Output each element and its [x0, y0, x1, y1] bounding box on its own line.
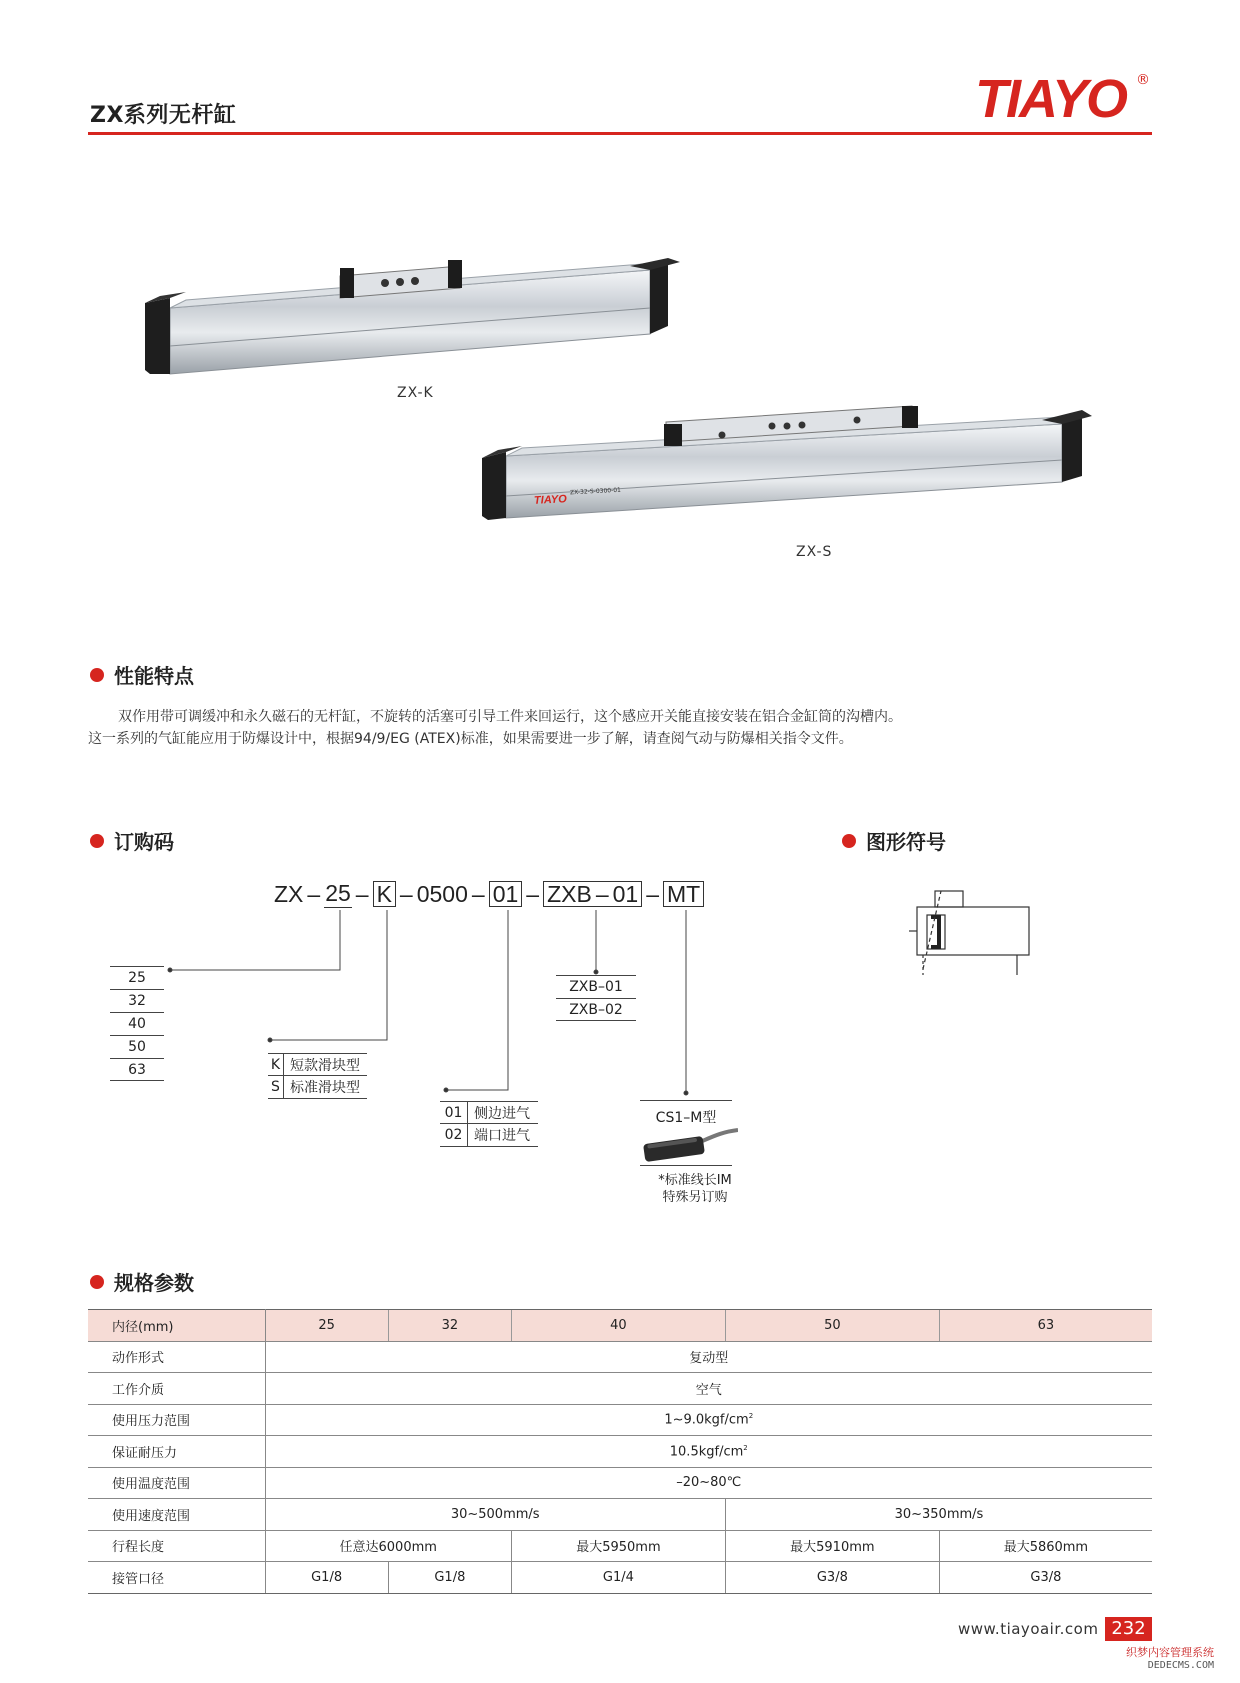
features-line-2: 这一系列的气缸能应用于防爆设计中，根据94/9/EG (ATEX)标准，如果需要进一步了解，请查阅气动与防爆相关指令文件。: [88, 731, 853, 747]
sensor-note-line: 特殊另订购: [662, 1190, 728, 1205]
port-code: 02: [440, 1124, 468, 1146]
table-cell: 30~500mm/s: [265, 1499, 725, 1531]
table-row: [88, 1404, 1152, 1436]
port-code: 01: [440, 1102, 468, 1123]
features-line-1: 双作用带可调缓冲和永久磁石的无杆缸，不旋转的活塞可引导工件来回运行，这个感应开关能直接安装在铝合金缸筒的沟槽内。: [118, 709, 902, 725]
table-row: [88, 1341, 1152, 1373]
bore-size-item: 32: [110, 989, 164, 1012]
code-stroke: 0500: [416, 880, 468, 907]
table-cell: G3/8: [725, 1562, 939, 1594]
code-sep: –: [399, 880, 413, 907]
table-row: [88, 1562, 1152, 1594]
port-option: [440, 1101, 538, 1124]
zxb-option: ZXB–02: [556, 998, 636, 1021]
table-cell: [265, 1436, 1152, 1468]
sensor-note: [640, 1172, 750, 1206]
bore-size-list: [110, 966, 164, 1081]
watermark: [1126, 1646, 1214, 1672]
spec-table: [88, 1309, 1152, 1594]
code-sensor: MT: [663, 881, 704, 907]
table-cell: 最大5910mm: [725, 1530, 939, 1562]
product-label-zx-s: ZX-S: [796, 544, 833, 560]
product-label-zx-k: ZX-K: [397, 385, 434, 401]
table-cell: G1/8: [265, 1562, 388, 1594]
slider-code: K: [268, 1054, 284, 1075]
table-cell: 复动型: [265, 1341, 1152, 1373]
table-cell: 空气: [265, 1373, 1152, 1405]
cell-value: 1~9.0kgf/cm: [664, 1412, 749, 1428]
port-option: [440, 1124, 538, 1147]
brand-logo: TIAYO: [975, 69, 1126, 129]
sensor-note-line: *标准线长IM: [658, 1173, 732, 1188]
table-cell: 使用速度范围: [88, 1499, 265, 1531]
code-bore: 25: [325, 880, 351, 906]
table-cell: 行程长度: [88, 1530, 265, 1562]
bore-size-item: 25: [110, 966, 164, 989]
table-row: [88, 1530, 1152, 1562]
slider-text: 短款滑块型: [290, 1057, 360, 1074]
page-number: 232: [1105, 1617, 1152, 1641]
zxb-option: ZXB–01: [556, 975, 636, 998]
table-row: [88, 1467, 1152, 1499]
table-cell: 最大5950mm: [511, 1530, 725, 1562]
table-cell: –20~80℃: [265, 1467, 1152, 1499]
code-zxb-prefix: ZXB: [547, 881, 592, 907]
bullet-dot-icon: [90, 1275, 104, 1289]
table-header-row: [88, 1310, 1152, 1342]
code-series: ZX: [274, 880, 304, 907]
watermark-line: 织梦内容管理系统: [1126, 1646, 1214, 1659]
footer-url: www.tiayoair.com: [958, 1620, 1099, 1638]
bore-size-item: 63: [110, 1058, 164, 1081]
section-title-symbol: 图形符号: [866, 830, 946, 854]
registered-mark: ®: [1136, 72, 1150, 88]
cell-sup: 2: [743, 1443, 748, 1452]
port-option-list: [440, 1101, 538, 1147]
table-cell: 50: [725, 1310, 939, 1342]
table-row: [88, 1499, 1152, 1531]
table-cell: [265, 1404, 1152, 1436]
table-cell: 30~350mm/s: [725, 1499, 1152, 1531]
section-title-features: 性能特点: [114, 664, 194, 688]
bore-size-item: 50: [110, 1035, 164, 1058]
bore-size-item: 40: [110, 1012, 164, 1035]
table-cell: 内径(mm): [88, 1310, 265, 1342]
slider-option-list: [268, 1053, 367, 1099]
table-cell: G3/8: [939, 1562, 1152, 1594]
port-text: 端口进气: [474, 1128, 530, 1144]
table-row: [88, 1373, 1152, 1405]
table-cell: 40: [511, 1310, 725, 1342]
table-cell: 动作形式: [88, 1341, 265, 1373]
code-sep: –: [307, 880, 321, 907]
table-cell: 工作介质: [88, 1373, 265, 1405]
slider-option: [268, 1076, 367, 1099]
sensor-name: CS1–M型: [640, 1100, 732, 1127]
code-sep: –: [526, 880, 540, 907]
page-title: ZX系列无杆缸: [90, 103, 237, 128]
table-cell: 保证耐压力: [88, 1436, 265, 1468]
product-model-mark: ZX-32-S-0300-01: [569, 486, 622, 497]
table-cell: 63: [939, 1310, 1152, 1342]
pneumatic-symbol-diagram: [905, 885, 1035, 975]
cell-value: 10.5kgf/cm: [669, 1443, 744, 1459]
table-cell: 最大5860mm: [939, 1530, 1152, 1562]
cell-sup: 2: [748, 1412, 754, 1421]
table-row: [88, 1436, 1152, 1468]
code-sep: –: [595, 881, 609, 907]
zxb-option-list: [556, 975, 636, 1021]
sensor-image: [642, 1126, 738, 1166]
slider-text: 标准滑块型: [290, 1080, 360, 1096]
code-port: 01: [489, 881, 523, 907]
table-cell: 任意达6000mm: [265, 1530, 511, 1562]
code-sep: –: [646, 880, 659, 907]
code-slider: K: [373, 881, 396, 907]
section-specs: [90, 1267, 194, 1296]
product-brand-mark: TIAYO: [533, 493, 568, 507]
table-cell: 32: [388, 1310, 511, 1342]
code-sep: –: [471, 880, 485, 907]
table-cell: 使用温度范围: [88, 1467, 265, 1499]
port-text: 侧边进气: [474, 1105, 530, 1122]
slider-option: [268, 1053, 367, 1076]
watermark-line: DEDECMS.COM: [1147, 1660, 1214, 1671]
section-title-order: 订购码: [114, 830, 174, 854]
code-sep: –: [355, 880, 369, 907]
slider-code: S: [268, 1076, 284, 1098]
table-cell: G1/4: [511, 1562, 725, 1594]
table-cell: G1/8: [388, 1562, 511, 1594]
table-cell: 25: [265, 1310, 388, 1342]
section-title-specs: 规格参数: [114, 1271, 194, 1295]
code-zxb-suffix: 01: [612, 881, 639, 907]
table-cell: 使用压力范围: [88, 1404, 265, 1436]
table-cell: 接管口径: [88, 1562, 265, 1594]
sensor-rule: [640, 1165, 732, 1166]
